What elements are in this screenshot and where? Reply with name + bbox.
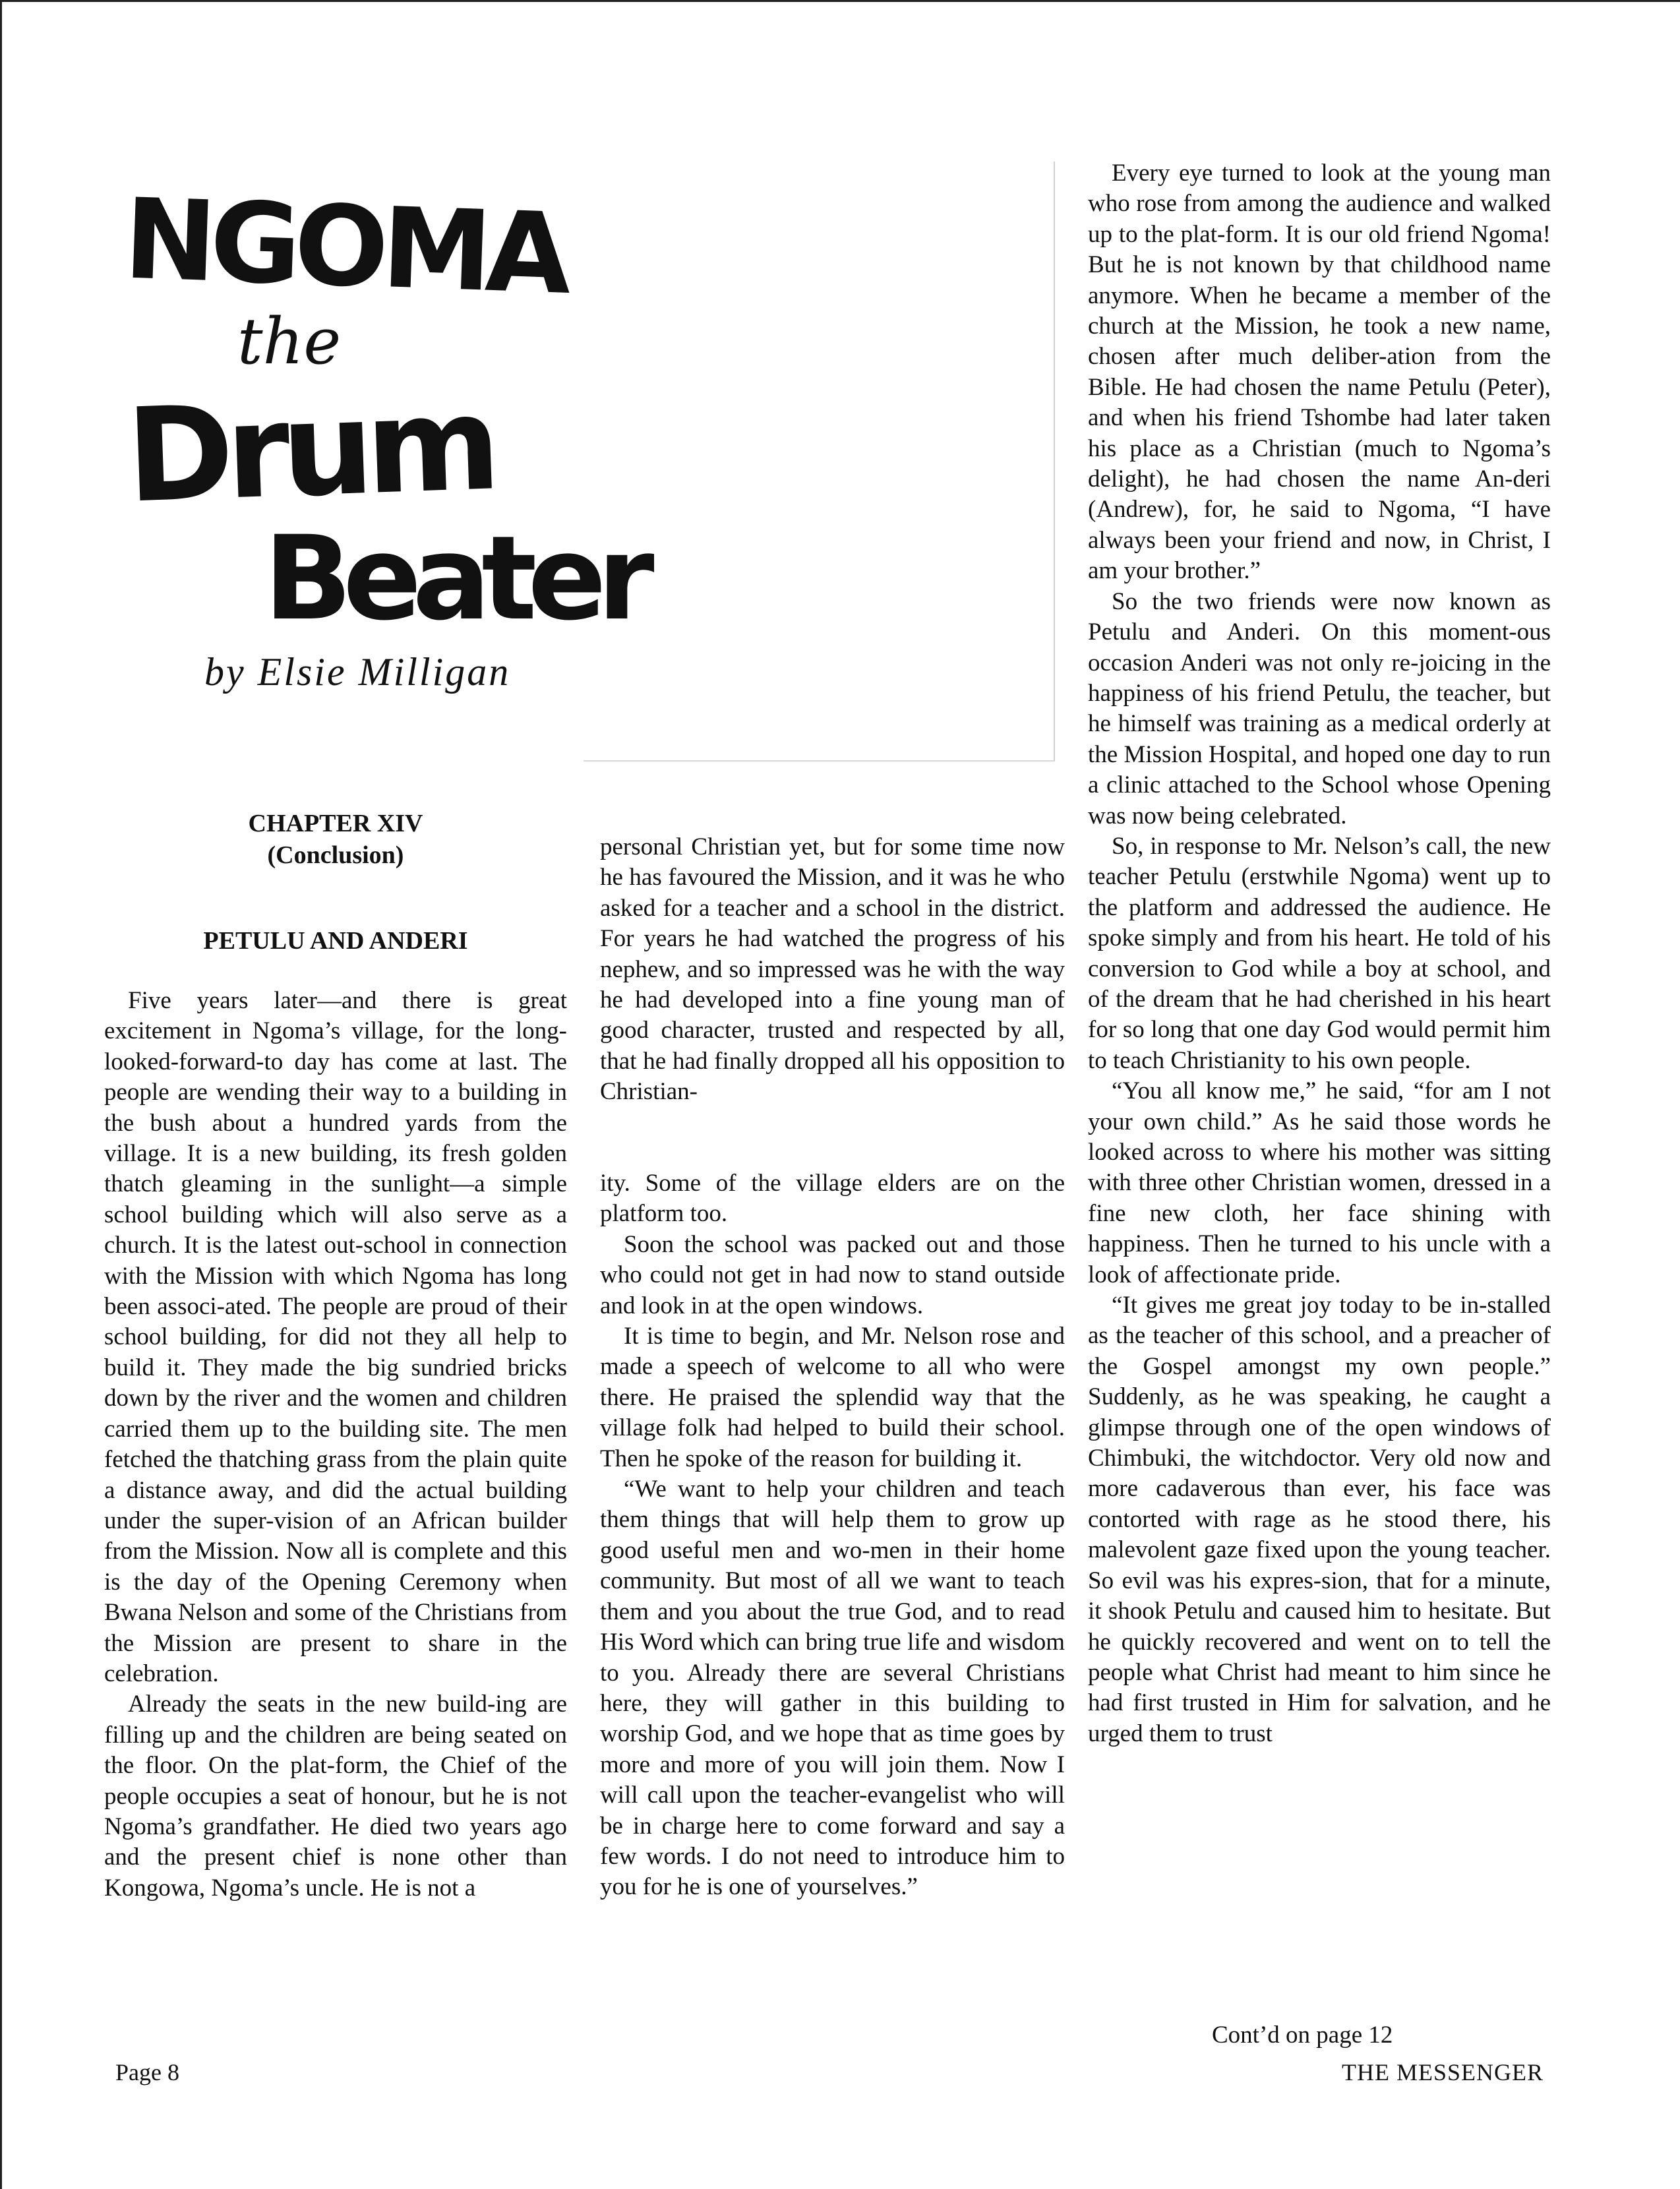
paragraph: So, in response to Mr. Nelson’s call, the new teacher Petulu (erstwhile Ngoma) went up to the platform and addressed the audience. He spoke simply and from his heart. He told of his conversion to God while a boy at school, and of the dream that he had cherished in his heart for so long that one day God would permit him to teach Christianity to his own people. [1088, 832, 1551, 1074]
publication-name: THE MESSENGER [1342, 2059, 1544, 2085]
page-number: Page 8 [115, 2059, 179, 2085]
paragraph: Every eye turned to look at the young man who rose from among the audience and walked up to the plat-form. It is our old friend Ngoma! But he is not known by that childhood name anymore. When he became a member of the church at the Mission, he took a new name, chosen after much deliber-ation from the Bible. He had chosen the name Petulu (Peter), and when his friend Tshombe had later taken his place as a Christian (much to Ngoma’s delight), he had chosen the name An-deri (Andrew), for, he said to Ngoma, “I have always been your friend and now, in Christ, I am your brother.” [1088, 160, 1551, 585]
continued-note: Cont’d on page 12 [1212, 2022, 1393, 2049]
paragraph: “You all know me,” he said, “for am I not your own child.” As he said those words he looked across to where his mother was sitting with three other Christian women, dressed in a fine new cloth, her face shining with happiness. Then he turned to his uncle with a look of affectionate pride. [1088, 1077, 1551, 1288]
column-3 [1088, 158, 1551, 1749]
section-heading: PETULU AND ANDERI [203, 927, 468, 955]
title-beater: Beater [264, 511, 645, 646]
column-2-bottom [600, 1168, 1065, 1903]
byline: by Elsie Milligan [204, 650, 511, 694]
paragraph: Soon the school was packed out and those who could not get in had now to stand outside and look in at the open windows. [600, 1230, 1065, 1319]
title-the: the [237, 305, 342, 378]
title-ngoma: NGOMA [121, 174, 567, 319]
paragraph: personal Christian yet, but for some time now he has favoured the Mission, and it was he who asked for a teacher and a school in the district. For years he had watched the progress of his nephew, and so impressed was he with the way he had developed into a fine young man of good character, trusted and respected by all, that he had finally dropped all his opposition to Christian- [600, 833, 1065, 1106]
paragraph: ity. Some of the village elders are on the platform too. [600, 1170, 1065, 1228]
title-drum: Drum [124, 369, 495, 532]
chapter-subtitle: (Conclusion) [267, 841, 404, 869]
chapter-title: CHAPTER XIV [248, 810, 423, 837]
column-1 [104, 986, 567, 1904]
column-2-top [600, 832, 1065, 1108]
paragraph: “It gives me great joy today to be in-stalled as the teacher of this school, and a preacher of the Gospel amongst my own people.” Suddenly, as he was speaking, he caught a glimpse through one of the open windows of Chimbuki, the witchdoctor. Very old now and more cadaverous than ever, his face was contorted with rage as he stood there, his malevolent gaze fixed upon the young teacher. So evil was his expres-sion, that for a minute, it shook Petulu and caused him to hesitate. But he quickly recovered and went on to tell the people what Christ had meant to him since he had first trusted in Him for salvation, and he urged them to trust [1088, 1292, 1551, 1747]
paragraph: Five years later—and there is great excitement in Ngoma’s village, for the long-looked-forward-to day has come at last. The people are wending their way to a building in the bush about a hundred yards from the village. It is a new building, its fresh golden thatch gleaming in the sunlight—a simple school building which will also serve as a church. It is the latest out-school in connection with the Mission with which Ngoma has long been associ-ated. The people are proud of their school building, for did not they all help to build it. They made the big sundried bricks down by the river and the women and children carried them up to the building site. The men fetched the thatching grass from the plain quite a distance away, and did the actual building under the super-vision of an African builder from the Mission. Now all is complete and this is the day of the Opening Ceremony when Bwana Nelson and some of the Christians from the Mission are present to share in the celebration. [104, 987, 567, 1687]
paragraph: So the two friends were now known as Petulu and Anderi. On this moment-ous occasion Anderi was not only re-joicing in the happiness of his friend Petulu, the teacher, but he himself was training as a medical orderly at the Mission Hospital, and hoped one day to run a clinic attached to the School whose Opening was now being celebrated. [1088, 587, 1551, 829]
paragraph: Already the seats in the new build-ing are filling up and the children are being seated on the floor. On the plat-form, the Chief of the people occupies a seat of honour, but he is not Ngoma’s grandfather. He died two years ago and the present chief is none other than Kongowa, Ngoma’s uncle. He is not a [104, 1691, 567, 1902]
blank-illustration-area [584, 162, 1055, 762]
paragraph: “We want to help your children and teach them things that will help them to grow up good useful men and wo-men in their home community. But most of all we want to teach them and you about the true God, and to read His Word which can bring true life and wisdom to you. Already there are several Christians here, they will gather in this building to worship God, and we hope that as time goes by more and more of you will join them. Now I will call upon the teacher-evangelist who will be in charge here to come forward and say a few words. I do not need to introduce him to you for he is one of yourselves.” [600, 1476, 1065, 1901]
paragraph: It is time to begin, and Mr. Nelson rose and made a speech of welcome to all who were there. He praised the splendid way that the village folk had helped to build their school. Then he spoke of the reason for building it. [600, 1323, 1065, 1472]
